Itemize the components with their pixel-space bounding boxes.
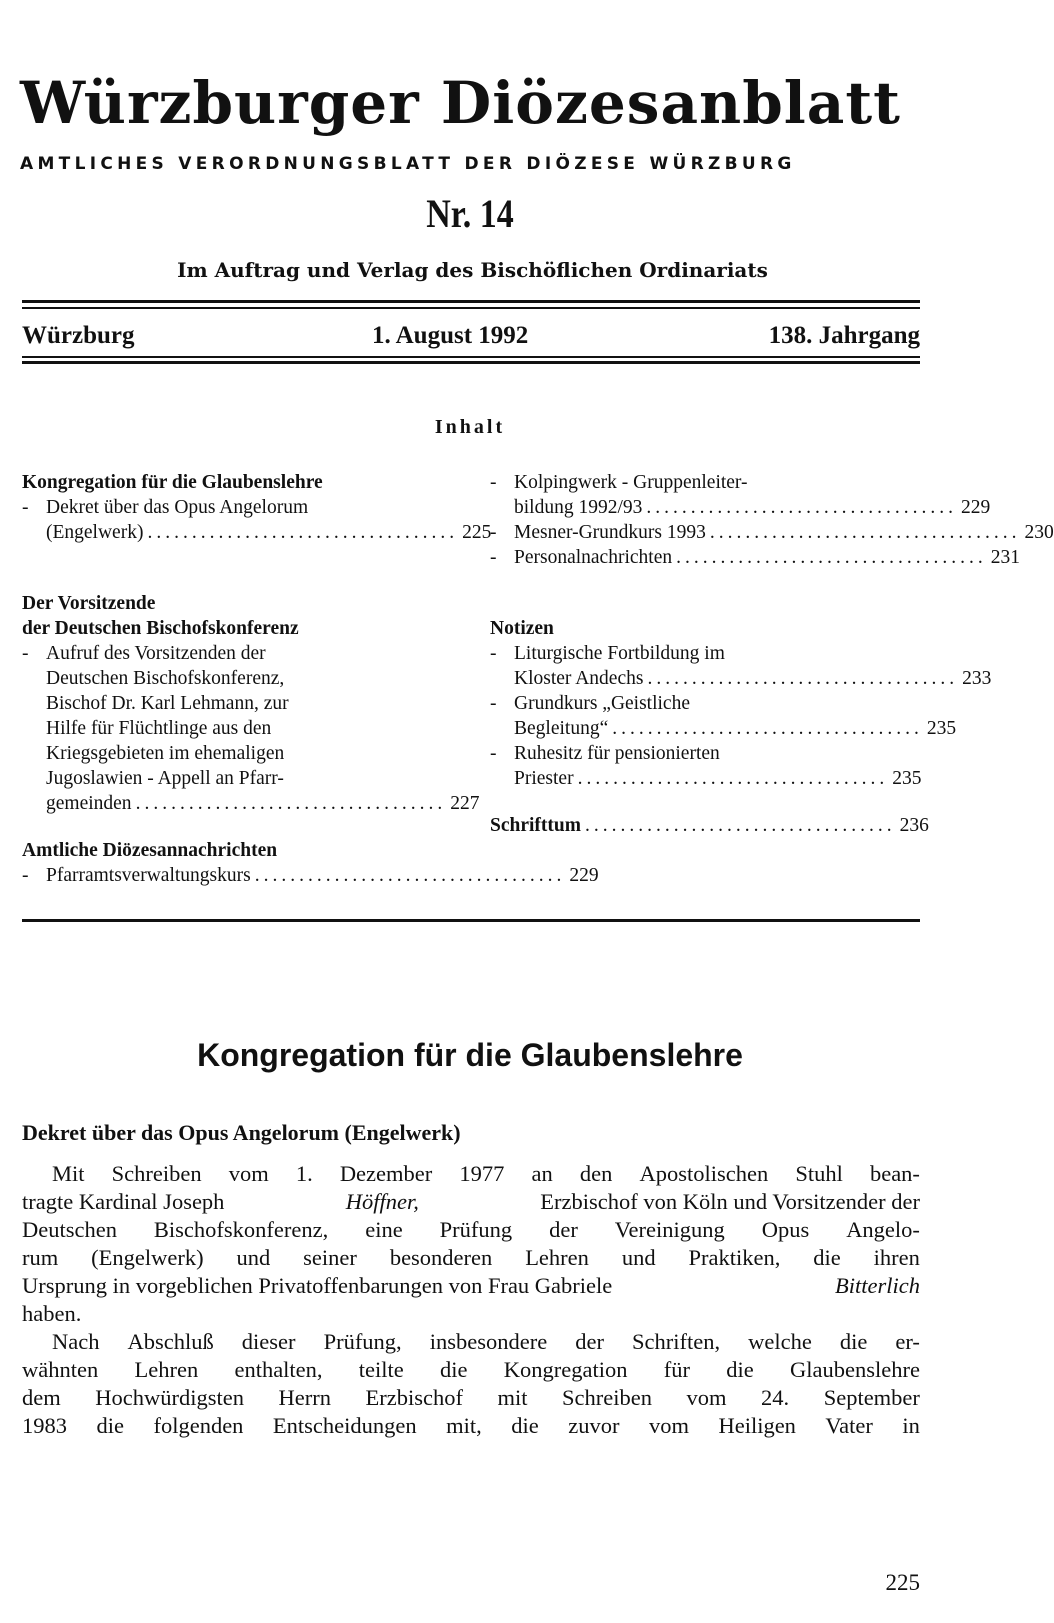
- issue-number: Nr. 14: [426, 191, 514, 236]
- toc-entry-text: Kolpingwerk - Gruppenleiter-: [514, 472, 748, 493]
- word: Lehren: [134, 1357, 199, 1382]
- toc-entry-text: Jugoslawien - Appell an Pfarr-: [46, 768, 284, 789]
- word: die: [839, 1329, 868, 1354]
- word: Nach: [52, 1329, 100, 1354]
- toc-entry[interactable]: - Personalnachrichten ................................... 231: [490, 547, 1020, 568]
- word: Praktiken,: [688, 1245, 781, 1270]
- word: rum: [22, 1245, 59, 1270]
- dateline-rule-bottom: [22, 361, 920, 364]
- word: enthalten,: [234, 1357, 323, 1382]
- paragraph-2: [22, 1328, 920, 1440]
- word: ihren: [873, 1245, 920, 1270]
- word: die: [813, 1245, 841, 1270]
- dateline-rule-inner: [22, 356, 920, 358]
- toc-entry[interactable]: - Mesner-Grundkurs 1993 ................................... 230: [490, 522, 1054, 543]
- toc-entry[interactable]: - Ruhesitz für pensionierten Priester ................................... 235: [490, 743, 922, 789]
- toc-entry-text: Deutschen Bischofskonferenz,: [46, 668, 285, 689]
- word: die: [726, 1357, 754, 1382]
- word: Angelo-: [846, 1217, 920, 1242]
- word: 24.: [761, 1385, 790, 1410]
- toc-page-number: 227: [450, 793, 480, 814]
- word: vom: [686, 1385, 727, 1410]
- word: Entscheidungen: [272, 1413, 417, 1438]
- toc-entry-text: Priester: [514, 768, 574, 789]
- word: für: [663, 1357, 690, 1382]
- word: er-: [895, 1329, 920, 1354]
- word: Erzbischof: [365, 1385, 463, 1410]
- word: September: [823, 1385, 920, 1410]
- word: Kongregation: [503, 1357, 628, 1382]
- toc-page-number: 229: [569, 865, 599, 886]
- word: die: [511, 1413, 539, 1438]
- toc-entry[interactable]: - Pfarramtsverwaltungskurs ................................... 229: [22, 865, 599, 886]
- dateline: [22, 322, 920, 354]
- word: Schriften,: [631, 1329, 721, 1354]
- word: 1977: [459, 1161, 505, 1186]
- word: Apostolischen: [639, 1161, 769, 1186]
- toc-page-number: 230: [1024, 522, 1054, 543]
- person-name: Höffner,: [345, 1189, 419, 1214]
- toc-entry-text: Personalnachrichten: [514, 547, 673, 568]
- word: Hochwürdigsten: [95, 1385, 244, 1410]
- toc-page-number: 229: [961, 497, 991, 518]
- text-line: [22, 1356, 920, 1384]
- word: Opus: [761, 1217, 810, 1242]
- toc-page-number: 236: [899, 815, 929, 836]
- text-run: tragte Kardinal Joseph: [22, 1189, 225, 1214]
- contents-right-column: [490, 470, 1054, 838]
- word: die: [440, 1357, 468, 1382]
- word: 1983: [22, 1413, 67, 1438]
- contents-rule-bottom: [22, 919, 920, 922]
- word: dem: [22, 1385, 61, 1410]
- toc-page-number: 233: [962, 668, 992, 689]
- word: Dezember: [339, 1161, 433, 1186]
- word: und: [236, 1245, 271, 1270]
- toc-entry[interactable]: - Grundkurs „Geistliche Begleitung“ ................................... 235: [490, 693, 957, 739]
- toc-page-number: 235: [926, 718, 957, 739]
- toc-entry-text: bildung 1992/93: [514, 497, 643, 518]
- toc-entry-text: Grundkurs „Geistliche: [514, 693, 690, 714]
- text-run: Ursprung in vorgeblichen Privatoffenbarungen von Frau Gabriele: [22, 1273, 613, 1298]
- toc-entry-text: Pfarramtsverwaltungskurs: [46, 865, 251, 886]
- text-line: haben.: [22, 1301, 82, 1326]
- masthead-title: Würzburger Diözesanblatt: [20, 69, 901, 137]
- text-line: [22, 1412, 920, 1440]
- word: Glaubenslehre: [790, 1357, 920, 1382]
- toc-entry-text: gemeinden: [46, 793, 132, 814]
- toc-page-number: 231: [990, 547, 1020, 568]
- toc-entry[interactable]: - Aufruf des Vorsitzenden der Deutschen Bischofskonferenz, Bischof Dr. Karl Lehmann, zur Hilfe für Flüchtlinge aus den Kriegsgebieten im ehemaligen Jugoslawien - Appell an Pfarr- gemeinden ................................... 227: [22, 643, 480, 814]
- toc-entry-text: Bischof Dr. Karl Lehmann, zur: [46, 693, 289, 714]
- toc-entry[interactable]: - Kolpingwerk - Gruppenleiter- bildung 1992/93 ................................... 229: [490, 472, 991, 518]
- word: dieser: [241, 1329, 296, 1354]
- word: Stuhl: [795, 1161, 843, 1186]
- word: Vereinigung: [614, 1217, 725, 1242]
- word: Mit: [52, 1161, 85, 1186]
- text-line: [22, 1188, 920, 1216]
- word: der: [575, 1329, 604, 1354]
- word: mit: [497, 1385, 528, 1410]
- page-number: 225: [885, 1570, 920, 1595]
- word: wähnten: [22, 1357, 99, 1382]
- text-line: [22, 1244, 920, 1272]
- text-line: [22, 1272, 920, 1300]
- contents-heading: Inhalt: [434, 416, 506, 438]
- word: Prüfung,: [323, 1329, 402, 1354]
- toc-section-title: Amtliche Diözesannachrichten: [22, 840, 278, 861]
- word: vom: [228, 1161, 269, 1186]
- word: Herrn: [278, 1385, 331, 1410]
- word: teilte: [358, 1357, 404, 1382]
- word: eine: [365, 1217, 403, 1242]
- text-line: [22, 1216, 920, 1244]
- word: in: [902, 1413, 920, 1438]
- person-name: Bitterlich: [835, 1273, 920, 1298]
- word: (Engelwerk): [91, 1245, 204, 1270]
- toc-page-number: 235: [892, 768, 922, 789]
- word: bean-: [869, 1161, 920, 1186]
- toc-section-title: Kongregation für die Glaubenslehre: [22, 472, 323, 493]
- word: Vater: [825, 1413, 873, 1438]
- word: Schreiben: [562, 1385, 652, 1410]
- word: den: [579, 1161, 613, 1186]
- toc-entry[interactable]: - Liturgische Fortbildung im Kloster Andechs ................................... 233: [490, 643, 992, 689]
- toc-entry-text: Ruhesitz für pensionierten: [514, 743, 720, 764]
- word: Abschluß: [127, 1329, 214, 1354]
- article-subheading: Dekret über das Opus Angelorum (Engelwerk): [22, 1120, 461, 1145]
- text-line: [22, 1160, 920, 1188]
- dateline-place: Würzburg: [22, 322, 135, 349]
- word: Lehren: [525, 1245, 589, 1270]
- toc-entry-text: Mesner-Grundkurs 1993: [514, 522, 706, 543]
- word: der: [549, 1217, 578, 1242]
- toc-entry-text: Kloster Andechs: [514, 668, 644, 689]
- toc-entry-text: Hilfe für Flüchtlinge aus den: [46, 718, 272, 739]
- word: Prüfung: [439, 1217, 513, 1242]
- word: Schreiben: [111, 1161, 202, 1186]
- toc-entry-text: (Engelwerk): [46, 522, 144, 543]
- toc-entry-text: Aufruf des Vorsitzenden der: [46, 643, 266, 664]
- word: Heiligen: [718, 1413, 796, 1438]
- toc-section-title: der Deutschen Bischofskonferenz: [22, 618, 299, 639]
- text-line: [22, 1384, 920, 1412]
- word: an: [531, 1161, 553, 1186]
- toc-page-number: 225: [462, 522, 492, 543]
- article-heading: Kongregation für die Glaubenslehre: [197, 1037, 743, 1073]
- masthead-rule-top-inner: [22, 307, 920, 309]
- masthead-rule-top: [22, 300, 920, 303]
- toc-section-title: Schrifttum: [490, 815, 581, 836]
- word: Bischofskonferenz,: [153, 1217, 329, 1242]
- dateline-volume: 138. Jahrgang: [768, 322, 920, 349]
- article-body: [22, 1160, 920, 1440]
- toc-entry-schrifttum[interactable]: Schrifttum ................................... 236: [490, 815, 929, 836]
- toc-section-title: Notizen: [490, 618, 554, 639]
- toc-entry[interactable]: - Dekret über das Opus Angelorum (Engelwerk) ................................... 225: [22, 497, 492, 543]
- word: 1.: [295, 1161, 313, 1186]
- masthead-subtitle: AMTLICHES VERORDNUNGSBLATT DER DIÖZESE WÜRZBURG: [20, 154, 796, 174]
- toc-entry-text: Dekret über das Opus Angelorum: [46, 497, 309, 518]
- word: seiner: [303, 1245, 357, 1270]
- publisher-line: Im Auftrag und Verlag des Bischöflichen Ordinariats: [177, 258, 768, 282]
- word: insbesondere: [429, 1329, 548, 1354]
- dateline-date: 1. August 1992: [372, 322, 529, 349]
- word: Deutschen: [22, 1217, 117, 1242]
- text-run: Erzbischof von Köln und Vorsitzender der: [540, 1189, 920, 1214]
- word: folgenden: [153, 1413, 244, 1438]
- paragraph-1: [22, 1160, 920, 1328]
- word: welche: [748, 1329, 812, 1354]
- word: mit,: [446, 1413, 482, 1438]
- word: und: [621, 1245, 656, 1270]
- word: besonderen: [389, 1245, 493, 1270]
- toc-entry-text: Liturgische Fortbildung im: [514, 643, 725, 664]
- toc-section-title: Der Vorsitzende: [22, 593, 156, 614]
- word: zuvor: [568, 1413, 620, 1438]
- text-line: [22, 1328, 920, 1356]
- word: vom: [648, 1413, 689, 1438]
- word: die: [96, 1413, 124, 1438]
- toc-entry-text: Kriegsgebieten im ehemaligen: [46, 743, 285, 764]
- toc-entry-text: Begleitung“: [514, 718, 609, 739]
